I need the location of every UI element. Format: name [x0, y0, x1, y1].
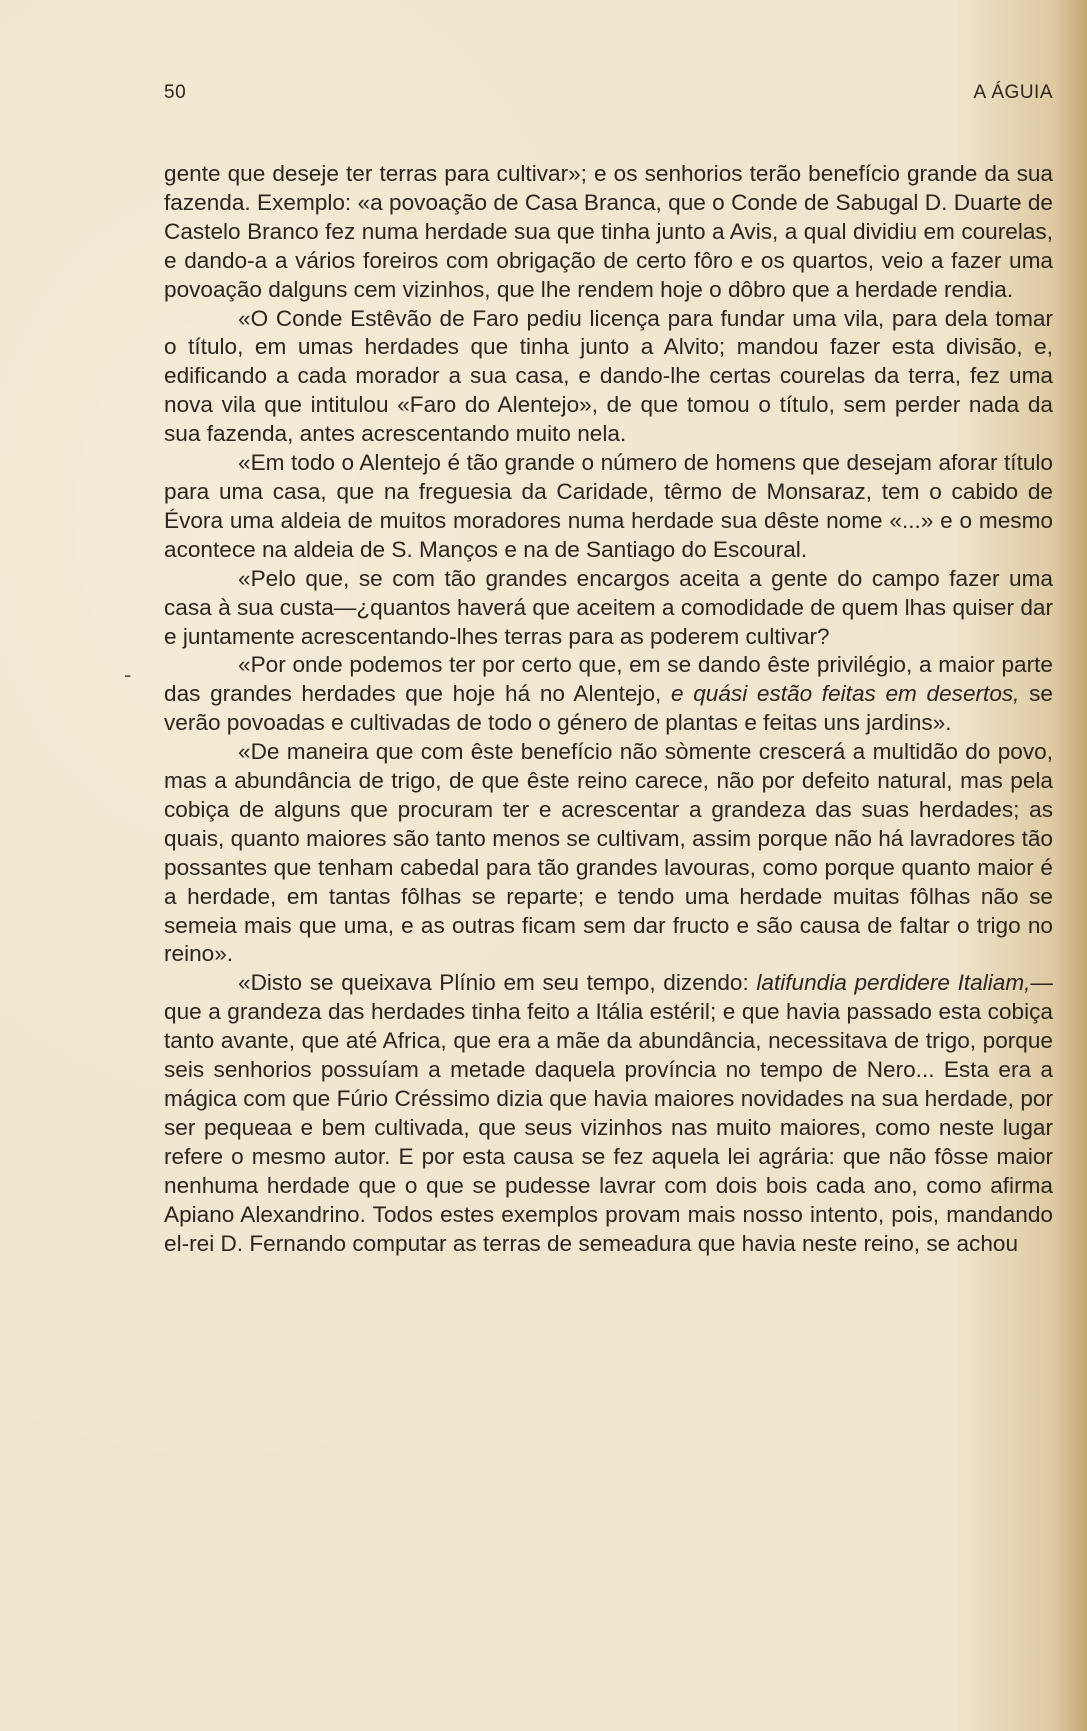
- paragraph: [164, 160, 1053, 305]
- text-segment: «Disto se queixava Plínio em seu tempo, dizendo:: [238, 970, 757, 996]
- text-segment: «Em todo o Alentejo é tão grande o número de homens que desejam aforar título para uma casa, que na freguesia da Caridade, têrmo de Monsaraz, tem o cabido de Évora uma aldeia de muitos moradores numa herdade sua dêste nome «...» e o mesmo acontece na aldeia de S. Manços e na de Santiago do Escoural.: [164, 450, 1053, 562]
- paragraph: [164, 651, 1053, 738]
- running-title: A ÁGUIA: [973, 82, 1053, 103]
- text-segment: «Por onde podemos ter por certo que, em se dando êste privilégio, a maior parte das grandes herdades que hoje há no Alentejo,: [164, 652, 1053, 707]
- italic-text: latifundia perdidere Italiam,: [756, 970, 1031, 996]
- margin-mark: -: [124, 662, 132, 687]
- text-segment: «O Conde Estêvão de Faro pediu licença para fundar uma vila, para dela tomar o título, em umas herdades que tinha junto a Alvito; mandou fazer esta divisão, e, edificando a cada morador a sua casa, e dando-lhe certas courelas da terra, fez uma nova vila que intitulou «Faro do Alentejo», de que tomou o título, sem perder nada da sua fazenda, antes acrescentando muito nela.: [164, 305, 1053, 447]
- text-segment: —que a grandeza das herdades tinha feito a Itália estéril; e que havia passado esta cobiça tanto avante, que até Africa, que era a mãe da abundância, necessitava de trigo, porque seis senhorios possuíam a metade daquela província no tempo de Nero... Esta era a mágica com que Fúrio Créssimo dizia que havia maiores novidades na sua herdade, por ser pequeaa e bem cultivada, que seus vizinhos nas muito maiores, como neste lugar refere o mesmo autor. E por esta causa se fez aquela lei agrária: que não fôsse maior nenhuma herdade que o que se pudesse lavrar com dois bois cada ano, como afirma Apiano Alexandrino. Todos estes exemplos provam mais nosso intento, pois, mandando el-rei D. Fernando computar as terras de semeadura que havia neste reino, se achou: [164, 970, 1054, 1256]
- paragraph: [164, 738, 1053, 969]
- body-text: [164, 160, 1053, 1258]
- text-segment: «De maneira que com êste benefício não sòmente crescerá a multidão do povo, mas a abundância de trigo, de que êste reino carece, não por defeito natural, mas pela cobiça de alguns que procuram ter e acrescentar a grandeza das suas herdades; as quais, quanto maiores são tanto menos se cultivam, assim porque não há lavradores tão possantes que tenham cabedal para tão grandes lavouras, como porque quanto maior é a herdade, em tantas fôlhas se reparte; e tendo uma herdade muitas fôlhas não se semeia mais que uma, e as outras ficam sem dar fructo e são causa de faltar o trigo no reino».: [164, 739, 1053, 967]
- text-segment: gente que deseje ter terras para cultivar»; e os senhorios terão benefício grande da sua fazenda. Exemplo: «a povoação de Casa Branca, que o Conde de Sabugal D. Duarte de Castelo Branco fez numa herdade sua que tinha junto a Avis, a qual dividiu em courelas, e dando-a a vários foreiros com obrigação de certo fôro e os quartos, veio a fazer uma povoação dalguns cem vizinhos, que lhe rendem hoje o dôbro que a herdade rendia.: [164, 161, 1053, 302]
- paragraph: [164, 565, 1053, 652]
- paragraph: [164, 305, 1053, 450]
- text-segment: se verão povoadas e cultivadas de todo o género de plantas e feitas uns jardins».: [164, 681, 1053, 736]
- page-number: 50: [164, 82, 187, 103]
- paragraph: [164, 969, 1053, 1258]
- text-segment: «Pelo que, se com tão grandes encargos aceita a gente do campo fazer uma casa à sua custa—¿quantos haverá que aceitem a comodidade de quem lhas quiser dar e juntamente acrescentando-lhes terras para as poderem cultivar?: [164, 565, 1053, 649]
- paragraph: [164, 449, 1053, 565]
- page-header: [164, 82, 1053, 110]
- italic-text: e quási estão feitas em desertos,: [670, 681, 1020, 707]
